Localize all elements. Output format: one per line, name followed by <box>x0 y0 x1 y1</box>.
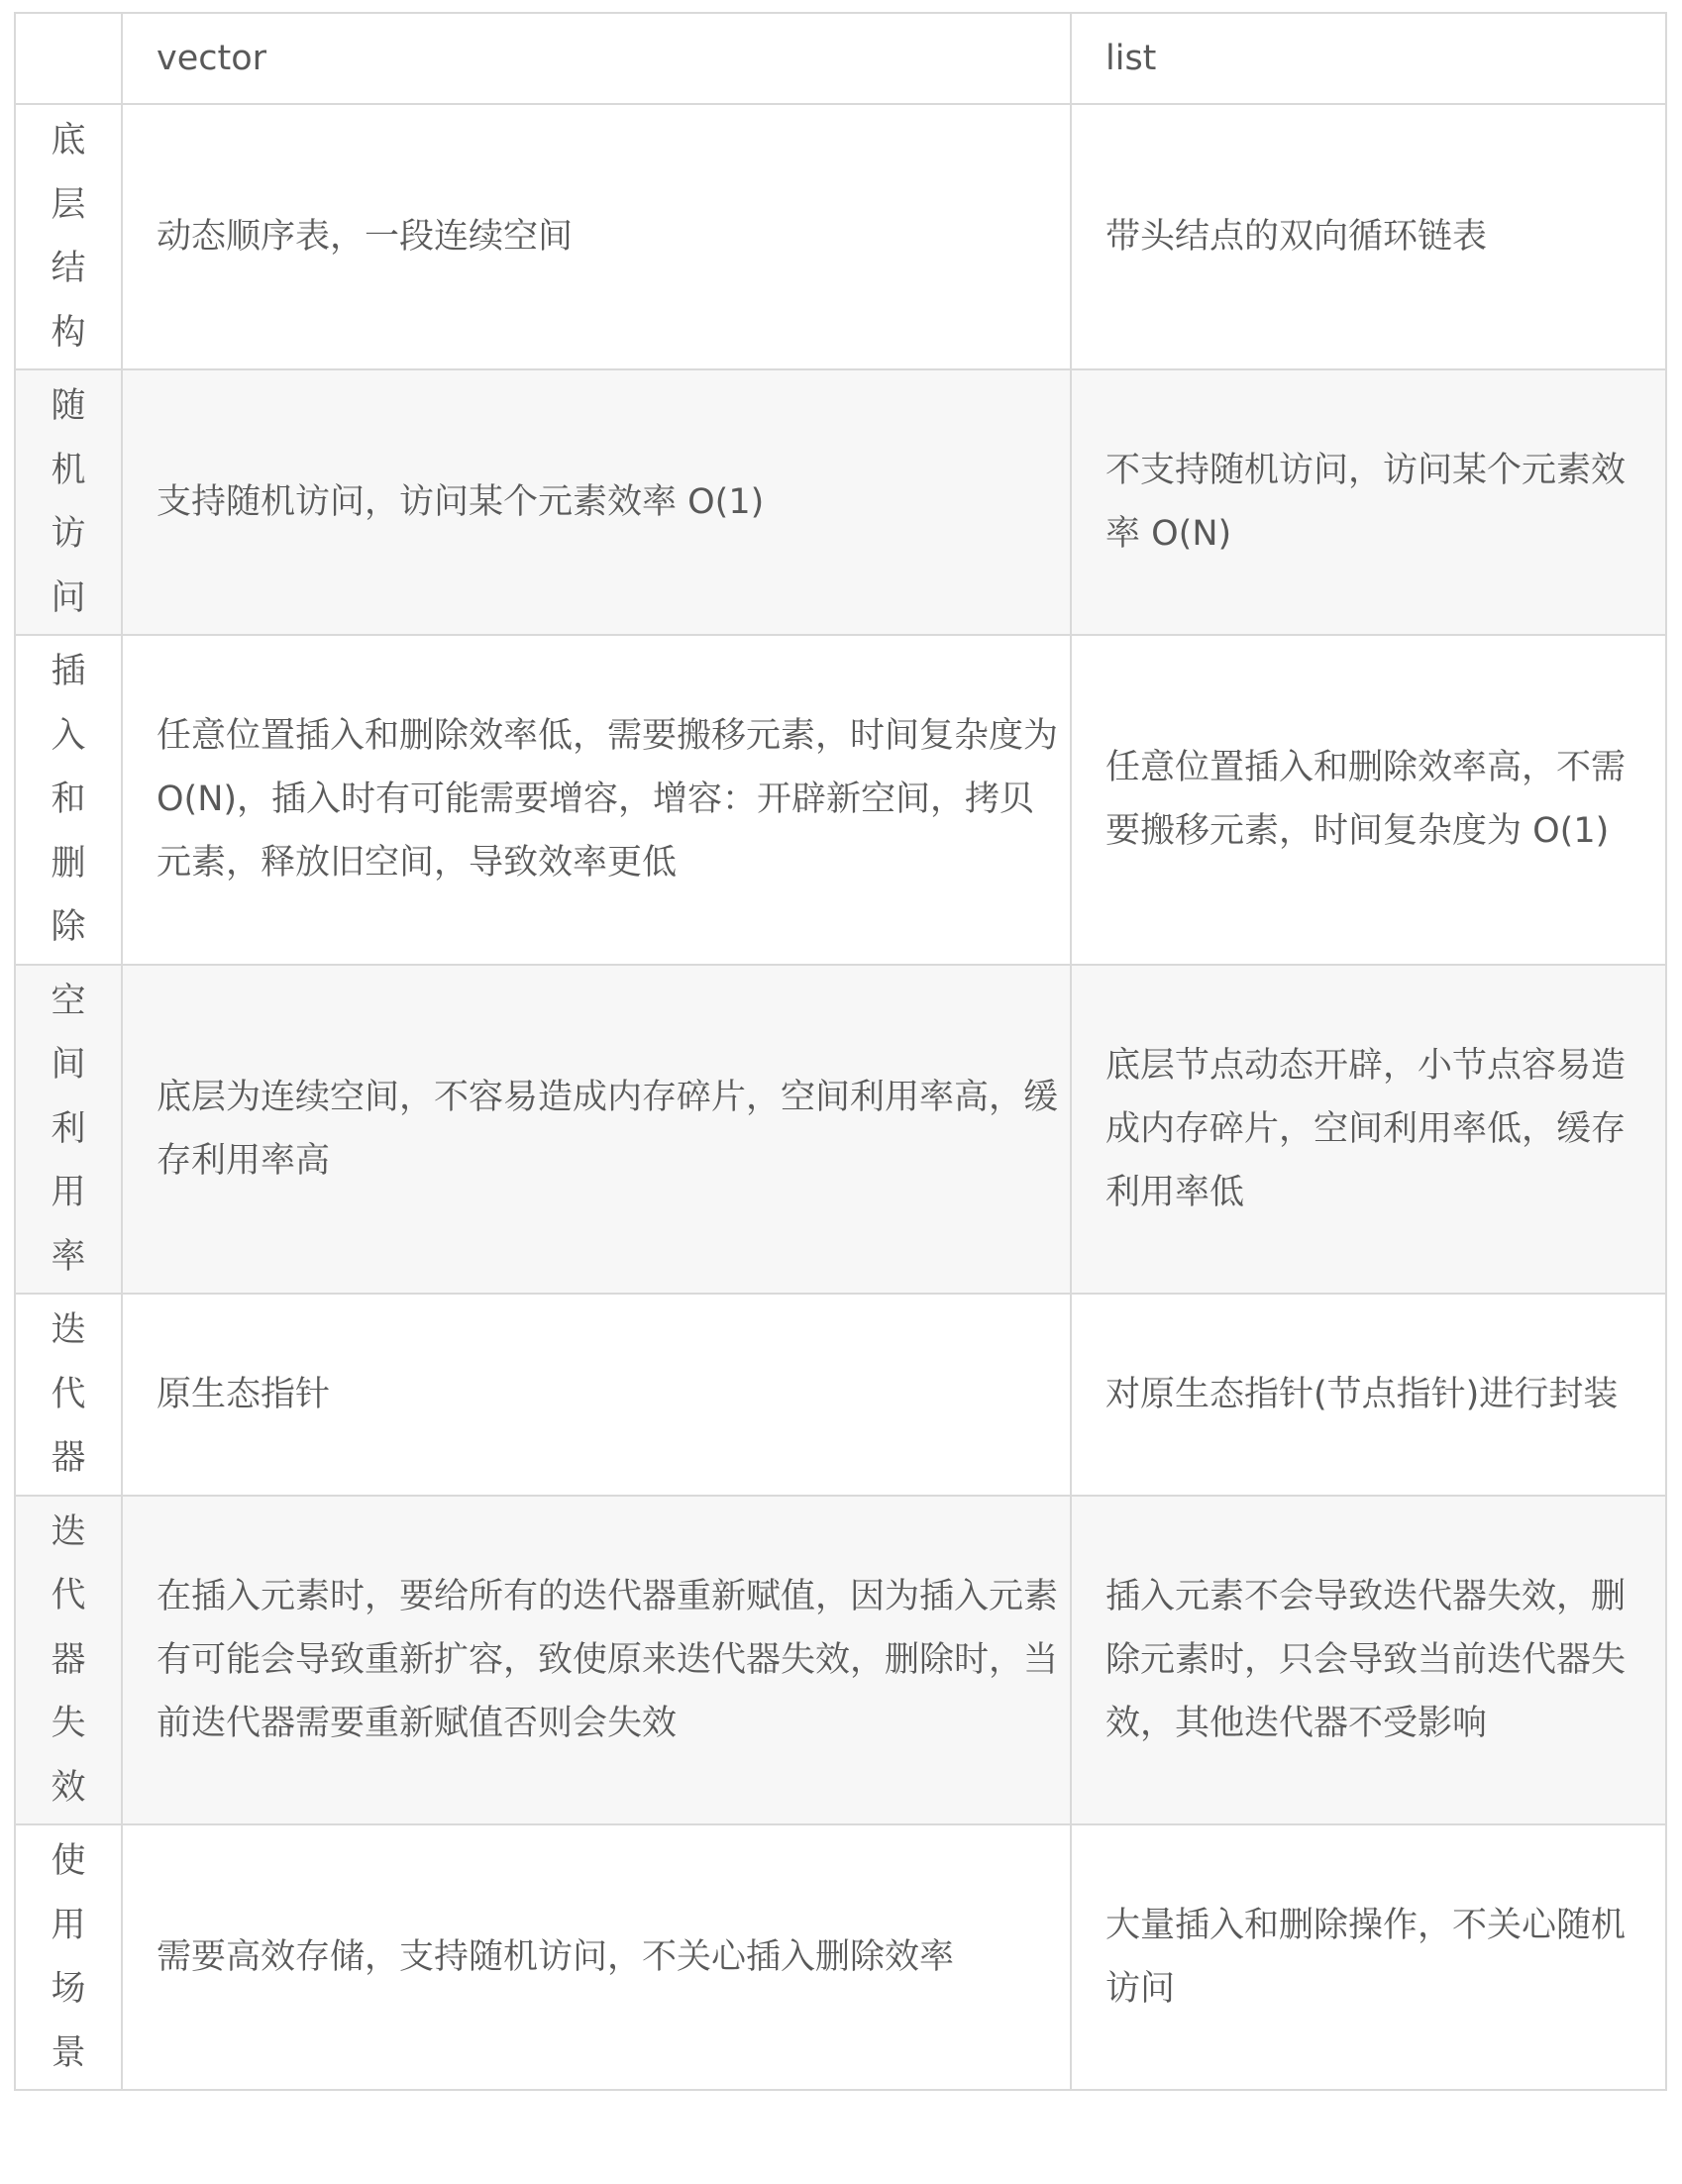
vector-cell: 需要高效存储，支持随机访问，不关心插入删除效率 <box>122 1824 1071 2090</box>
row-label: 底 层 结 构 <box>15 104 122 369</box>
list-cell: 插入元素不会导致迭代器失效，删除元素时，只会导致当前迭代器失效，其他迭代器不受影响 <box>1071 1496 1666 1825</box>
table-row <box>15 104 1666 369</box>
vector-cell: 在插入元素时，要给所有的迭代器重新赋值，因为插入元素有可能会导致重新扩容，致使原来迭代器失效，删除时，当前迭代器需要重新赋值否则会失效 <box>122 1496 1071 1825</box>
vector-cell: 动态顺序表，一段连续空间 <box>122 104 1071 369</box>
header-list: list <box>1071 13 1666 104</box>
row-label: 插 入 和 删 除 <box>15 635 122 965</box>
header-corner-cell <box>15 13 122 104</box>
table-row <box>15 635 1666 965</box>
list-cell: 底层节点动态开辟，小节点容易造成内存碎片，空间利用率低，缓存利用率低 <box>1071 965 1666 1295</box>
comparison-table <box>14 12 1667 2091</box>
table-body <box>15 104 1666 2090</box>
list-cell: 大量插入和删除操作，不关心随机访问 <box>1071 1824 1666 2090</box>
table-row <box>15 369 1666 635</box>
row-label: 随 机 访 问 <box>15 369 122 635</box>
table-row <box>15 965 1666 1295</box>
list-cell: 对原生态指针(节点指针)进行封装 <box>1071 1294 1666 1496</box>
table-row <box>15 1496 1666 1825</box>
row-label: 空 间 利 用 率 <box>15 965 122 1295</box>
row-label: 迭 代 器 <box>15 1294 122 1496</box>
list-cell: 带头结点的双向循环链表 <box>1071 104 1666 369</box>
table-row <box>15 1824 1666 2090</box>
row-label: 使 用 场 景 <box>15 1824 122 2090</box>
vector-cell: 底层为连续空间，不容易造成内存碎片，空间利用率高，缓存利用率高 <box>122 965 1071 1295</box>
header-row <box>15 13 1666 104</box>
list-cell: 任意位置插入和删除效率高，不需要搬移元素，时间复杂度为 O(1) <box>1071 635 1666 965</box>
vector-cell: 原生态指针 <box>122 1294 1071 1496</box>
list-cell: 不支持随机访问，访问某个元素效率 O(N) <box>1071 369 1666 635</box>
vector-cell: 任意位置插入和删除效率低，需要搬移元素，时间复杂度为 O(N)，插入时有可能需要增容，增容：开辟新空间，拷贝元素，释放旧空间，导致效率更低 <box>122 635 1071 965</box>
header-vector: vector <box>122 13 1071 104</box>
row-label: 迭 代 器 失 效 <box>15 1496 122 1825</box>
vector-cell: 支持随机访问，访问某个元素效率 O(1) <box>122 369 1071 635</box>
table-row <box>15 1294 1666 1496</box>
